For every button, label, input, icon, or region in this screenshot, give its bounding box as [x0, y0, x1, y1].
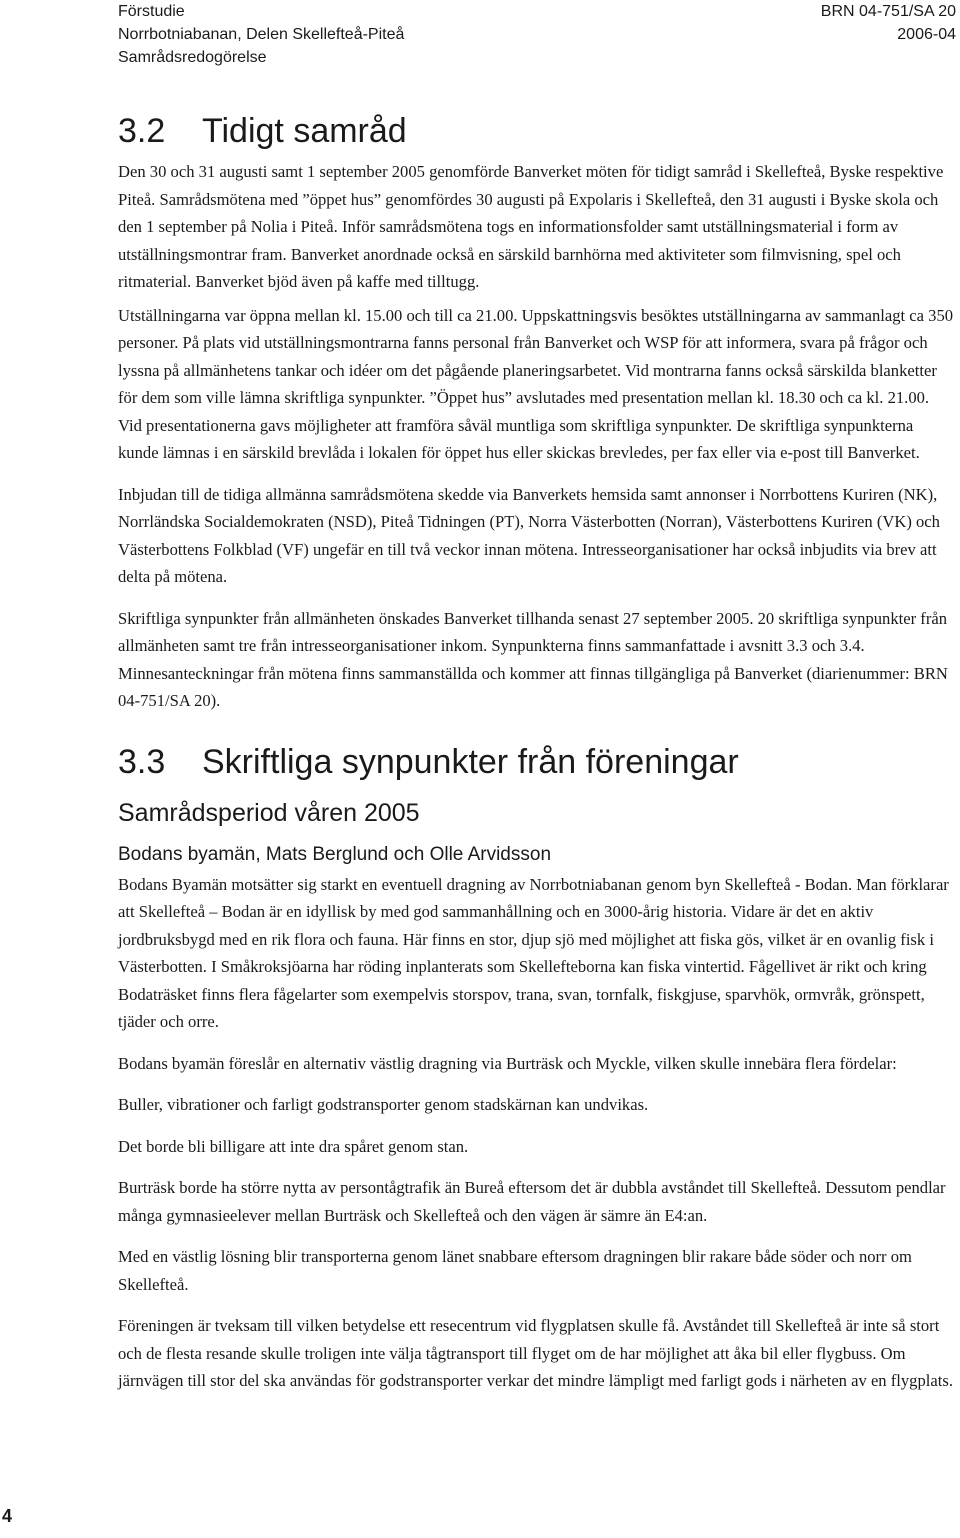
paragraph: Burträsk borde ha större nytta av persontågtrafik än Bureå eftersom det är dubbla avståndet till Skellefteå. Dessutom pendlar många gymnasieelever mellan Burträsk och Skellefteå och den vägen är sämre än E4:an.	[118, 1178, 946, 1225]
paragraph: Den 30 och 31 augusti samt 1 september 2005 genomförde Banverket möten för tidigt samråd i Skellefteå, Byske respektive Piteå. Samrådsmötena med ”öppet hus” genomfördes 30 augusti på Expolaris i Skellefteå, den 31 augusti i Byske skola och den 1 september på Nolia i Piteå. Inför samrådsmötena togs en informationsfolder samt utställningsmaterial i form av utställningsmontrar fram. Banverket anordnade också en särskild barnhörna med aktiviteter som filmvisning, spel och ritmaterial. Banverket bjöd även på kaffe med tilltugg.	[118, 162, 944, 291]
section-number: 3.3	[118, 742, 166, 781]
paragraph: Med en västlig lösning blir transporterna genom länet snabbare eftersom dragningen blir rakare både söder och norr om Skellefteå.	[118, 1247, 912, 1294]
header-right	[821, 0, 956, 46]
section-heading-3-3	[118, 741, 956, 783]
header-project-name: Norrbotniabanan, Delen Skellefteå-Piteå	[118, 26, 405, 43]
paragraph: Utställningarna var öppna mellan kl. 15.00 och till ca 21.00. Uppskattningsvis besöktes utställningarna av sammanlagt ca 350 personer. På plats vid utställningsmontrarna fanns personal från Banverket och WSP för att informera, svara på frågor och lyssna på allmänhetens tankar och idéer om det pågående planeringsarbetet. Vid montrarna fanns också särskilda blanketter för dem som ville lämna skriftliga synpunkter. ”Öppet hus” avslutades med presentation mellan kl. 18.30 och ca kl. 21.00. Vid presentationerna gavs möjligheter att framföra såväl muntliga som skriftliga synpunkter. De skriftliga synpunkterna kunde lämnas i en särskild brevlåda i lokalen för öppet hus eller skickas brevledes, per fax eller via e-post till Banverket.	[118, 305, 954, 462]
paragraph: Bodans Byamän motsätter sig starkt en eventuell dragning av Norrbotniabanan genom byn Skellefteå - Bodan. Man förklarar att Skellefteå – Bodan är en idyllisk by med god sammanhållning och en 3000-årig historia. Vidare är det en aktiv jordbruksbygd med en rik flora och fauna. Här finns en stor, djup sjö med möjlighet att fiska gös, vilket är en ovanlig fisk i Västerbotten. I Småkroksjöarna har röding inplanterats som Skellefteborna kan fiska vintertid. Fågellivet är rikt och kring Bodaträsket finns flera fågelarter som exempelvis storspov, trana, svan, tornfalk, fiskgjuse, sparvhök, ormvråk, grönspett, tjäder och orre.	[118, 874, 949, 1031]
header-report-type: Samrådsredogörelse	[118, 49, 267, 66]
page-content	[118, 110, 956, 1395]
header-reference-number: BRN 04-751/SA 20	[820, 3, 956, 20]
header-date: 2006-04	[897, 26, 956, 43]
header-left	[118, 0, 404, 69]
sub-subsection-heading: Bodans byamän, Mats Berglund och Olle Arvidsson	[118, 843, 552, 865]
paragraph: Det borde bli billigare att inte dra spåret genom stan.	[118, 1136, 469, 1156]
paragraph: Inbjudan till de tidiga allmänna samrådsmötena skedde via Banverkets hemsida samt annonser i Norrbottens Kuriren (NK), Norrländska Socialdemokraten (NSD), Piteå Tidningen (PT), Norra Västerbotten (Norran), Västerbottens Kuriren (VK) och Västerbottens Folkblad (VF) ungefär en till två veckor innan mötena. Intresseorganisationer har också inbjudits via brev att delta på mötena.	[118, 484, 940, 586]
paragraph: Buller, vibrationer och farligt godstransporter genom stadskärnan kan undvikas.	[118, 1095, 649, 1114]
header-document-type: Förstudie	[118, 3, 185, 20]
section-heading-3-2	[118, 110, 956, 152]
paragraph: Föreningen är tveksam till vilken betydelse ett resecentrum vid flygplatsen skulle få. Avståndet till Skellefteå är inte så stort och de flesta resande skulle troligen inte välja tågtransport till flyget om de har möjlighet att åka bil eller flygbuss. Om järnvägen till stor del ska användas för godstransporter verkar det mindre lämpligt med farligt gods i närheten av en flygplats.	[118, 1316, 953, 1390]
page-number: 4	[0, 1494, 28, 1538]
section-title: Skriftliga synpunkter från föreningar	[202, 742, 739, 781]
subsection-heading: Samrådsperiod våren 2005	[118, 798, 420, 827]
section-number: 3.2	[118, 112, 166, 150]
paragraph: Bodans byamän föreslår en alternativ västlig dragning via Burträsk och Myckle, vilken skulle innebära flera fördelar:	[118, 1053, 897, 1073]
paragraph: Skriftliga synpunkter från allmänheten önskades Banverket tillhanda senast 27 september 2005. 20 skriftliga synpunkter från allmänheten samt tre från intresseorganisationer inkom. Synpunkterna finns sammanfattade i avsnitt 3.3 och 3.4. Minnesanteckningar från mötena finns sammanställda och kommer att finnas tillgängliga på Banverket (diarienummer: BRN 04-751/SA 20).	[118, 608, 948, 710]
section-title: Tidigt samråd	[202, 112, 407, 150]
